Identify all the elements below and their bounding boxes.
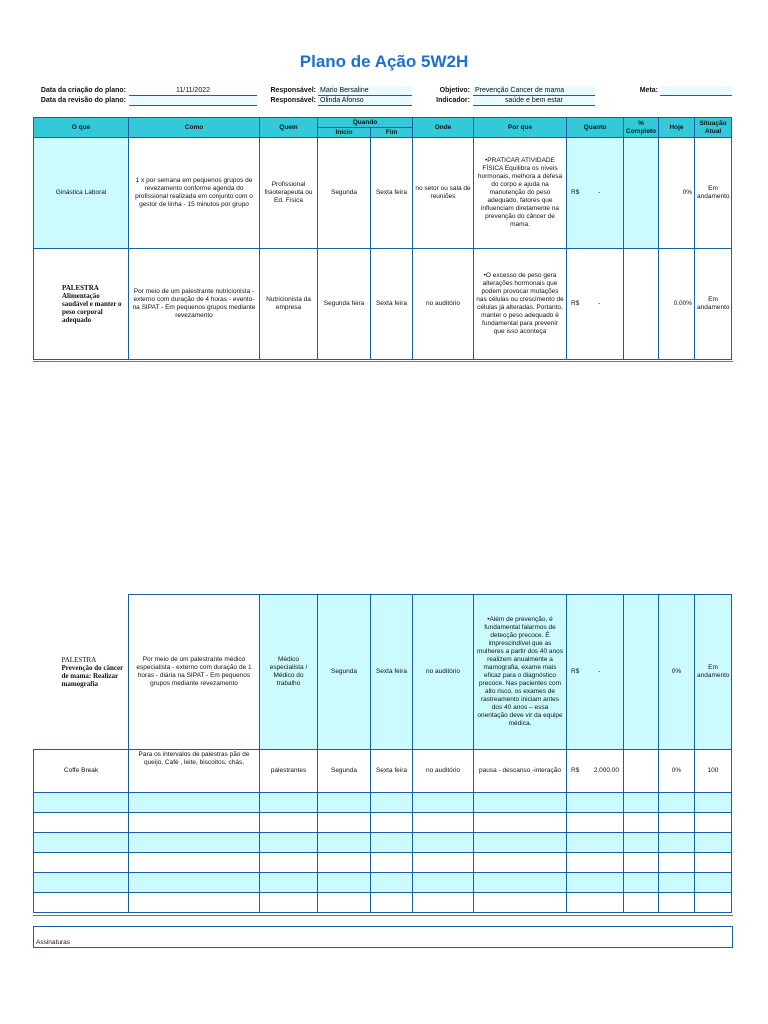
row-where: no setor ou sala de reuniões [413, 138, 474, 249]
header-who: Quem [260, 118, 318, 138]
row-end: Sexta feira [371, 750, 413, 793]
header-pct: % Completo [624, 118, 659, 138]
blank-row [34, 793, 732, 813]
row-today: 0% [659, 138, 695, 249]
header-why: Por que [474, 118, 567, 138]
table-bottom-rule [33, 915, 733, 916]
row-who: palestrantes [260, 750, 318, 793]
row-bottom-rule [33, 361, 733, 362]
header-today: Hoje [659, 118, 695, 138]
created-label: Data da criação do plano: [40, 87, 126, 94]
responsible2-field[interactable]: Olinda Afonso [318, 96, 412, 106]
goal-label: Meta: [639, 87, 658, 94]
row-start: Segunda [318, 595, 371, 750]
row-how-much: R$ - [567, 138, 624, 249]
objective-label: Objetivo: [439, 87, 470, 94]
row-who: Profissional fisioterapeuta ou Ed. Física [260, 138, 318, 249]
row-what: PALESTRA Prevenção do câncer de mama: Realizar mamografia [34, 595, 129, 750]
row-how: Por meio de um palestrante nutricionista - externo com duração de 4 horas - evento- na SIPAT - Em pequenos grupos mediante revezamento [129, 249, 260, 360]
responsible1-label: Responsável: [270, 87, 316, 94]
row-today: 0.00% [659, 249, 695, 360]
row-status: Em andamento [695, 249, 732, 360]
row-why: •PRATICAR ATIVIDADE FÍSICA Equilibra os níveis hormonais, melhora a defesa do corpo e ajuda na manutenção do peso adequado, fatores que influenciam diretamente na prevenção do câncer de mama. [474, 138, 567, 249]
blank-row [34, 813, 732, 833]
row-what: Coffe Break [34, 750, 129, 793]
row-where: no auditório [413, 750, 474, 793]
table-row [34, 750, 732, 793]
header-end: Fim [371, 128, 413, 138]
row-status: Em andamento [695, 595, 732, 750]
row-where: no auditório [413, 249, 474, 360]
header-where: Onde [413, 118, 474, 138]
plan-table-top [33, 117, 732, 360]
row-today: 0% [659, 750, 695, 793]
row-who: Médico especialista / Médico do trabalho [260, 595, 318, 750]
blank-row [34, 893, 732, 913]
plan-table-bottom [33, 594, 732, 913]
page-title: Plano de Ação 5W2H [299, 52, 469, 71]
row-where: no auditório [413, 595, 474, 750]
blank-row [34, 833, 732, 853]
row-end: Sexta feira [371, 249, 413, 360]
row-start: Segunda feira [318, 249, 371, 360]
signatures-label: Assinaturas [36, 939, 70, 946]
row-how-much: R$ - [567, 595, 624, 750]
meta-block [0, 86, 768, 110]
blank-row [34, 853, 732, 873]
row-start: Segunda [318, 138, 371, 249]
goal-field[interactable] [660, 86, 732, 96]
row-who: Nutricionista da empresa [260, 249, 318, 360]
row-pct [624, 750, 659, 793]
row-how: Para os intervalos de palestras pão de queijo, Café , leite, biscoitos, chás, [129, 750, 260, 793]
row-today: 0% [659, 595, 695, 750]
indicator-label: Indicador: [436, 97, 470, 104]
indicator-field[interactable]: saúde e bem estar [473, 96, 595, 106]
table-row [34, 249, 732, 360]
table-row [34, 595, 732, 750]
responsible2-label: Responsável: [270, 97, 316, 104]
row-how: 1 x por semana em pequenos grupos de revezamento conforme agenda do profissional realizada em conjunto com o gestor de linha - 15 minutos por grupo [129, 138, 260, 249]
header-status: Situação Atual [695, 118, 732, 138]
revised-label: Data da revisão do plano: [40, 97, 126, 104]
objective-field[interactable]: Prevenção Cancer de mama [473, 86, 595, 96]
row-end: Sexta feira [371, 138, 413, 249]
header-start: Início [318, 128, 371, 138]
row-why: pausa - descanso -interação [474, 750, 567, 793]
row-pct [624, 138, 659, 249]
row-how-much: R$ 2,000.00 [567, 750, 624, 793]
header-when: Quando [318, 118, 413, 128]
signatures-box[interactable] [33, 926, 733, 948]
row-pct [624, 249, 659, 360]
header-how-much: Quanto [567, 118, 624, 138]
table-row [34, 138, 732, 249]
row-how-much: R$ - [567, 249, 624, 360]
responsible1-field[interactable]: Mario Bersaline [318, 86, 412, 96]
row-why: •Além de prevenção, é fundamental falarmos de detecção precoce. É imprescindível que as mulheres a partir dos 40 anos realizem anualmente a mamografia, exame mais eficaz para o diagnóstico precoce. Nas pacientes com alto risco, os exames de rastreamento iniciam antes dos 40 anos – essa orientação deve vir da equipe médica. [474, 595, 567, 750]
row-what: Ginástica Laboral [34, 138, 129, 249]
row-pct [624, 595, 659, 750]
row-status: 100 [695, 750, 732, 793]
row-end: Sexta feira [371, 595, 413, 750]
header-how: Como [129, 118, 260, 138]
row-what: PALESTRA Alimentação saudável e manter o peso corporal adequado [34, 249, 129, 360]
header-what: O que [34, 118, 129, 138]
row-status: Em andamento [695, 138, 732, 249]
blank-row [34, 873, 732, 893]
created-field[interactable]: 11/11/2022 [129, 86, 257, 96]
row-how: Por meio de um palestrante médico especialista - externo com duração de 1 horas - diária na SIPAT - Em pequenos grupos mediante revezamento [129, 595, 260, 750]
row-why: •O excesso de peso gera alterações hormonais que podem provocar mutações nas células ou crescimento de células já alteradas. Portanto, manter o peso adequado é fundamental para prevenir que isso aconteça [474, 249, 567, 360]
row-start: Segunda [318, 750, 371, 793]
